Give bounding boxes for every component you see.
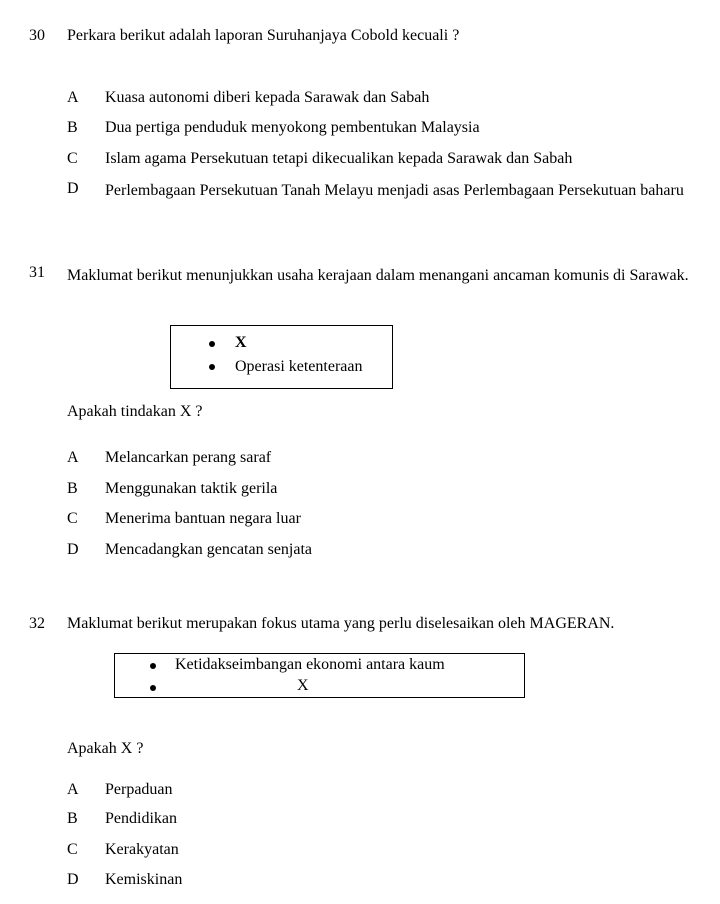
question-31-text: Maklumat berikut menunjukkan usaha kerajaan dalam menangani ancaman komunis di Sarawak. bbox=[67, 267, 689, 284]
q31-option-c-text: Menerima bantuan negara luar bbox=[105, 510, 301, 527]
q30-option-c-letter: C bbox=[67, 150, 78, 167]
q31-option-c-letter: C bbox=[67, 510, 78, 527]
question-30-text: Perkara berikut adalah laporan Suruhanjaya Cobold kecuali ? bbox=[67, 27, 460, 44]
q32-option-b-letter: B bbox=[67, 810, 78, 827]
bullet-icon bbox=[209, 364, 215, 370]
q31-option-b-letter: B bbox=[67, 480, 78, 497]
q30-option-b-text: Dua pertiga penduduk menyokong pembentukan Malaysia bbox=[105, 119, 480, 136]
q32-info-box bbox=[114, 653, 525, 698]
question-30-number: 30 bbox=[29, 27, 45, 44]
q32-option-b-text: Pendidikan bbox=[105, 810, 177, 827]
q32-option-a-text: Perpaduan bbox=[105, 781, 173, 798]
bullet-icon bbox=[150, 685, 156, 691]
q32-question: Apakah X ? bbox=[67, 740, 144, 757]
q31-box-item-x: X bbox=[235, 334, 247, 351]
q30-option-a-text: Kuasa autonomi diberi kepada Sarawak dan Sabah bbox=[105, 89, 430, 106]
bullet-icon bbox=[209, 341, 215, 347]
q30-option-d-letter: D bbox=[67, 180, 79, 197]
q32-box-item-x: X bbox=[297, 677, 309, 694]
q32-option-c-letter: C bbox=[67, 841, 78, 858]
q30-option-c-text: Islam agama Persekutuan tetapi dikecualikan kepada Sarawak dan Sabah bbox=[105, 150, 573, 167]
q31-option-d-letter: D bbox=[67, 541, 79, 558]
bullet-icon bbox=[150, 663, 156, 669]
q32-option-a-letter: A bbox=[67, 781, 79, 798]
q30-option-d-text: Perlembagaan Persekutuan Tanah Melayu menjadi asas Perlembagaan Persekutuan baharu bbox=[105, 182, 684, 199]
q30-option-a-letter: A bbox=[67, 89, 79, 106]
q31-question: Apakah tindakan X ? bbox=[67, 403, 203, 420]
q30-option-b-letter: B bbox=[67, 119, 78, 136]
question-32-text: Maklumat berikut merupakan fokus utama yang perlu diselesaikan oleh MAGERAN. bbox=[67, 615, 615, 632]
q32-option-d-letter: D bbox=[67, 871, 79, 888]
q31-option-b-text: Menggunakan taktik gerila bbox=[105, 480, 278, 497]
q32-option-d-text: Kemiskinan bbox=[105, 871, 183, 888]
q32-option-c-text: Kerakyatan bbox=[105, 841, 179, 858]
question-31-number: 31 bbox=[29, 264, 45, 281]
question-32-number: 32 bbox=[29, 615, 45, 632]
q31-option-d-text: Mencadangkan gencatan senjata bbox=[105, 541, 313, 558]
q32-box-item-ketidakseimbangan: Ketidakseimbangan ekonomi antara kaum bbox=[175, 656, 445, 673]
q31-option-a-letter: A bbox=[67, 449, 79, 466]
q31-option-a-text: Melancarkan perang saraf bbox=[105, 449, 272, 466]
q31-box-item-operasi: Operasi ketenteraan bbox=[235, 358, 363, 375]
q31-info-box bbox=[170, 325, 393, 389]
